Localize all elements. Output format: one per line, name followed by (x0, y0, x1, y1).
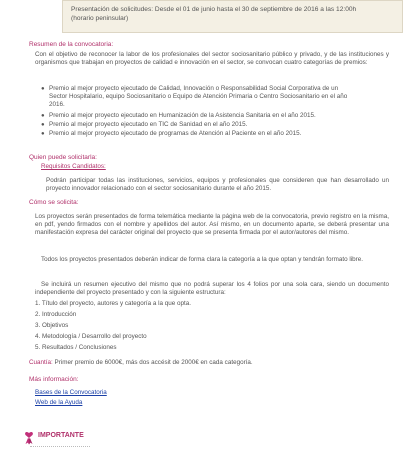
prize-item-1-line-3: 2016. (49, 101, 65, 108)
amount-text: Primer premio de 6000€, más dos accésit de 2000€ en cada categoría. (52, 359, 253, 366)
summary-intro: Con el objetivo de reconocer la labor de los profesionales del sector sociosanitario público y privado, y de las instituciones y organismos que trabajan en proyectos de calidad e innovación en el sector, se convocan cuatro categorías de premios: (35, 51, 389, 66)
bottom-divider (30, 446, 90, 449)
requirements-heading: Requisitos Candidatos: (41, 163, 106, 170)
bullet-icon: ● (41, 122, 45, 128)
amount-line (29, 359, 253, 367)
prize-item-1 (41, 85, 387, 109)
structure-item-2: 2. Introducción (35, 311, 77, 318)
prize-item-4-text: Premio al mejor proyecto ejecutado de programas de Atención al Paciente en el año 2015. (49, 130, 302, 137)
amount-label: Cuantía: (29, 359, 53, 366)
important-label: IMPORTANTE (38, 432, 84, 439)
prize-item-1-line-2: Sector Hospitalario, equipo Sociosanitario o Equipo de Atención Primaria o Centro Sociosanitario en el año (49, 93, 348, 100)
link-web[interactable] (35, 399, 82, 407)
link-bases[interactable] (35, 389, 107, 397)
link-bases-text[interactable]: Bases de la Convocatoria (35, 389, 107, 396)
how-heading: Cómo se solicita: (29, 199, 79, 206)
structure-item-3: 3. Objetivos (35, 322, 69, 329)
how-para-3: Se incluirá un resumen ejecutivo del mismo que no podrá superar los 4 folios por una sola cara, siendo un documento independiente del proyecto presentado y con la siguiente estructura: (35, 281, 389, 296)
ribbon-icon (22, 431, 36, 445)
structure-item-4: 4. Metodología / Desarrollo del proyecto (35, 333, 147, 340)
deadline-line-2: (horario peninsular) (71, 15, 129, 22)
prize-item-2-text: Premio al mejor proyecto ejecutado en Humanización de la Asistencia Sanitaria en el año 2015. (49, 112, 316, 119)
prize-item-3-text: Premio al mejor proyecto ejecutado en TIC de Sanidad en el año 2015. (49, 121, 248, 128)
deadline-banner (62, 0, 403, 33)
bullet-icon: ● (41, 86, 45, 92)
prize-item-3 (41, 121, 387, 129)
prize-item-4 (41, 130, 387, 138)
prize-item-1-line-1: Premio al mejor proyecto ejecutado de Calidad, Innovación o Responsabilidad Social Corporativa de un (49, 85, 339, 92)
structure-item-5: 5. Resultados / Conclusiones (35, 344, 117, 351)
bullet-icon: ● (41, 113, 45, 119)
summary-heading: Resumen de la convocatoria: (29, 41, 114, 48)
how-para-2: Todos los proyectos presentados deberán indicar de forma clara la categoría a la que optan y tendrán formato libre. (41, 256, 364, 263)
link-web-text[interactable]: Web de la Ayuda (35, 399, 83, 406)
more-info-heading: Más información: (29, 376, 79, 383)
deadline-line-1: Presentación de solicitudes: Desde el 01 de junio hasta el 30 de septiembre de 2016 a las 12:00h (71, 6, 357, 13)
who-heading: Quien puede solicitarla: (29, 154, 97, 161)
how-para-1: Los proyectos serán presentados de forma telemática mediante la página web de la convocatoria, previo registro en la misma, en pdf, yendo firmados con el nombre y apellidos del autor. Así mismo, en un documento aparte, se deberá presentar una manifestación expresa del carácter original del proyecto que se presenta firmada por el autor/autores del mismo. (35, 213, 389, 236)
prize-item-2 (41, 112, 387, 120)
who-text: Podrán participar todas las instituciones, servicios, equipos y profesionales que consideren que han desarrollado un proyecto innovador relacionado con el sector sociosanitario durante el año 2015. (46, 177, 389, 192)
structure-item-1: 1. Título del proyecto, autores y categoría a la que opta. (35, 300, 192, 307)
bullet-icon: ● (41, 131, 45, 137)
